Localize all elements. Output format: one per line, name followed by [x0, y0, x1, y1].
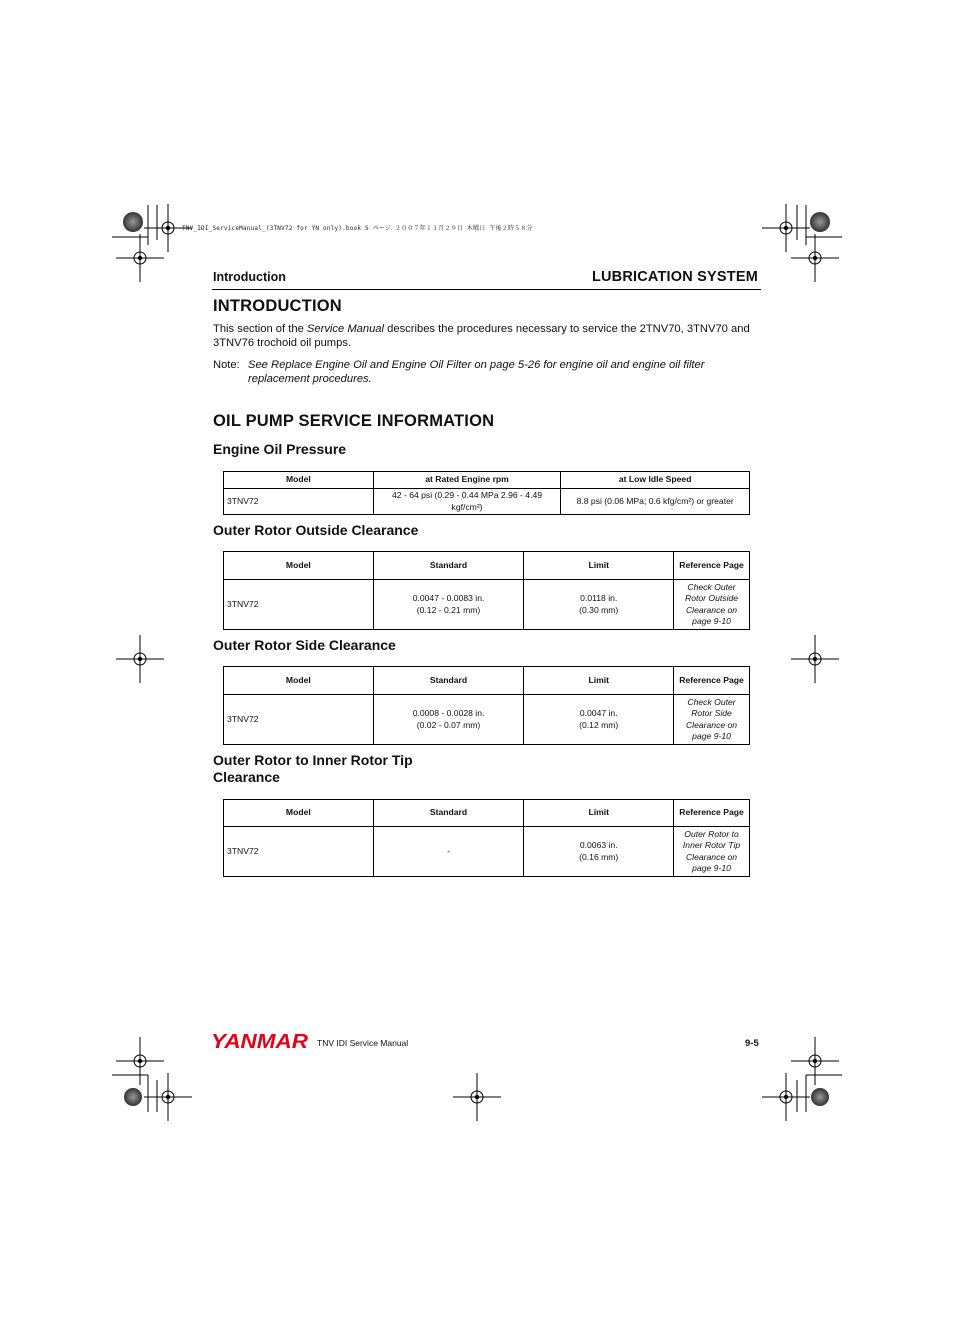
reference-cell: Outer Rotor to Inner Rotor Tip Clearance on page 9-10: [674, 827, 750, 877]
limit-cell: 0.0063 in. (0.16 mm): [524, 827, 674, 877]
intro-note: [213, 358, 753, 386]
side-clearance-table: [223, 666, 750, 745]
model-cell: 3TNV72: [224, 580, 374, 630]
table-header: Model: [224, 472, 374, 489]
model-cell: 3TNV72: [224, 827, 374, 877]
table-header: Model: [224, 800, 374, 827]
standard-cell: 0.0008 - 0.0028 in. (0.02 - 0.07 mm): [373, 695, 524, 745]
table-header: Limit: [524, 800, 674, 827]
table-header: Limit: [524, 552, 674, 580]
header-rule: [212, 289, 761, 290]
standard-cell: -: [373, 827, 524, 877]
yanmar-logo: [211, 1030, 311, 1052]
model-cell: 3TNV72: [224, 489, 374, 515]
table-header: Model: [224, 552, 374, 580]
svg-text:YANMAR: YANMAR: [211, 1031, 309, 1052]
reference-cell: Check Outer Rotor Side Clearance on page 9-10: [674, 695, 750, 745]
limit-cell: 0.0047 in. (0.12 mm): [524, 695, 674, 745]
table-header: Limit: [524, 667, 674, 695]
running-header-section: Introduction: [213, 270, 286, 284]
intro-title: INTRODUCTION: [213, 297, 342, 315]
tip-clearance-heading: Outer Rotor to Inner Rotor Tip Clearance: [213, 752, 413, 785]
print-slug: TNV_IDI_ServiceManual_(3TNV72 for YN only).book 5 ページ ２００７年１１月２９日 木曜日 午後２時５８分: [182, 225, 533, 232]
table-header: Reference Page: [674, 800, 750, 827]
note-text: See Replace Engine Oil and Engine Oil Filter on page 5-26 for engine oil and engine oil filter replacement procedures.: [248, 359, 705, 385]
tip-clearance-table: [223, 799, 750, 877]
table-header: Standard: [373, 800, 524, 827]
table-header: Reference Page: [674, 552, 750, 580]
model-cell: 3TNV72: [224, 695, 374, 745]
reference-cell: Check Outer Rotor Outside Clearance on page 9-10: [674, 580, 750, 630]
outside-clearance-table: [223, 551, 750, 630]
table-header: at Rated Engine rpm: [373, 472, 561, 489]
note-label: Note:: [213, 359, 240, 371]
footer-manual-title: TNV IDI Service Manual: [317, 1038, 409, 1048]
intro-paragraph: This section of the Service Manual describes the procedures necessary to service the 2TNV70, 3TNV70 and 3TNV76 trochoid oil pumps.: [213, 323, 750, 349]
idle-cell: 8.8 psi (0.06 MPa; 0.6 kfg/cm²) or greater: [561, 489, 750, 515]
rated-cell: 42 - 64 psi (0.29 - 0.44 MPa 2.96 - 4.49 kgf/cm²): [373, 489, 561, 515]
pressure-table: [223, 471, 750, 515]
table-header: Standard: [373, 552, 524, 580]
limit-cell: 0.0118 in. (0.30 mm): [524, 580, 674, 630]
pressure-heading: Engine Oil Pressure: [213, 441, 347, 457]
oil-pump-title: OIL PUMP SERVICE INFORMATION: [213, 412, 495, 430]
page-number: 9-5: [745, 1038, 759, 1049]
table-header: Reference Page: [674, 667, 750, 695]
standard-cell: 0.0047 - 0.0083 in. (0.12 - 0.21 mm): [373, 580, 524, 630]
table-header: at Low Idle Speed: [561, 472, 750, 489]
side-clearance-heading: Outer Rotor Side Clearance: [213, 637, 396, 653]
outside-clearance-heading: Outer Rotor Outside Clearance: [213, 522, 419, 538]
table-header: Standard: [373, 667, 524, 695]
running-header-chapter: LUBRICATION SYSTEM: [591, 269, 758, 285]
table-header: Model: [224, 667, 374, 695]
